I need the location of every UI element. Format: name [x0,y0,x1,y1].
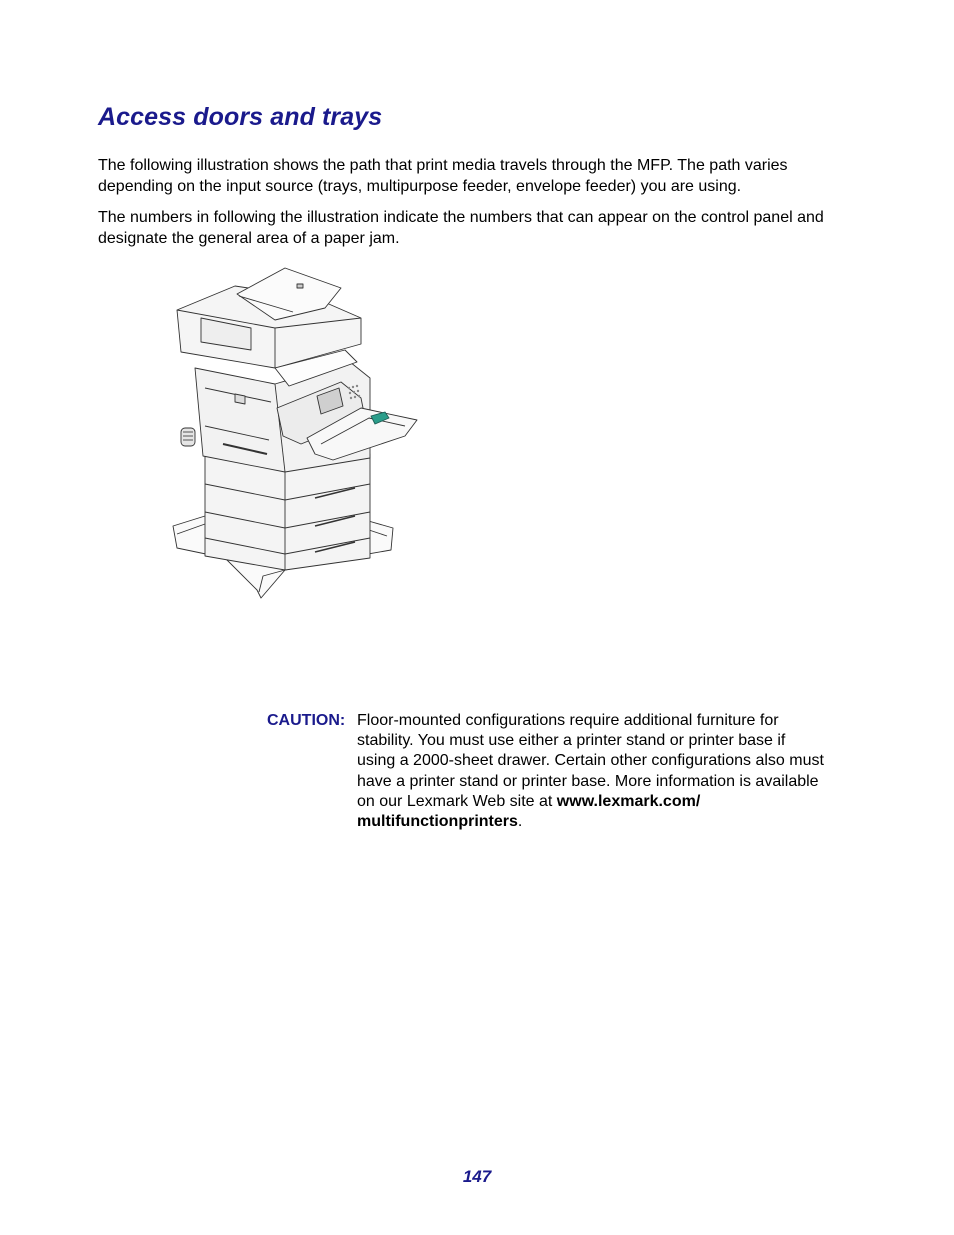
caution-body: Floor-mounted configurations require additional furniture for stability. You must use either a printer stand or printer base if using a 2000-sheet drawer. Certain other configurations also must have a printer stand or printer base. More information is available on our Lexmark Web site at [357,712,824,810]
intro-paragraph: The following illustration shows the path that print media travels through the MFP. The path varies depending on the input source (trays, multipurpose feeder, envelope feeder) you are using. [98,157,788,195]
page-number: 147 [462,1167,492,1186]
page-title: Access doors and trays [98,103,383,131]
lexmark-url[interactable]: www.lexmark.com/ multifunctionprinters [357,792,701,831]
caution-text [357,711,827,832]
caution-end: . [517,813,523,831]
jam-numbers-paragraph: The numbers in following the illustration indicate the numbers that can appear on the control panel and designate the general area of a paper jam. [98,209,824,247]
mfp-illustration [165,258,425,603]
caution-label: CAUTION: [267,712,346,729]
